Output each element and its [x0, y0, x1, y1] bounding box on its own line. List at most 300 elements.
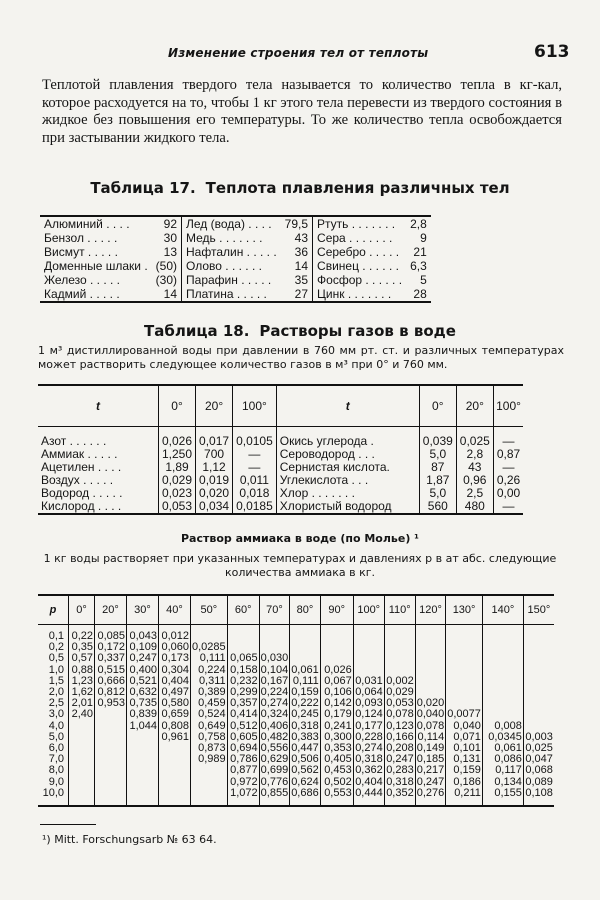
pressure-value: 5,0 [38, 732, 69, 743]
gas-name: Окись углерода . [276, 427, 419, 449]
ammonia-value: 0,515 [95, 665, 127, 676]
ammonia-value: 2,40 [69, 709, 95, 720]
solubility-0: 87 [419, 461, 456, 474]
ammonia-value [523, 653, 554, 664]
ammonia-value [69, 765, 95, 776]
solubility-100: — [502, 434, 515, 448]
substance-name: Сера . . . . . . . [317, 231, 393, 245]
intro-paragraph: Теплотой плавления твердого тела называется то количество тепла в кг-кал, которое расходуется на то, чтобы 1 кг этого тела перевести из твердого состояния в жидкое без повышения его температуры. То же количество тепла освобождается при застывании жидкого тела. [42, 77, 562, 146]
ammonia-value: 0,247 [386, 753, 414, 766]
ammonia-row [38, 709, 554, 720]
ammonia-value: 0,093 [355, 697, 383, 710]
heat-value: 92 [152, 216, 182, 231]
ammonia-value: 0,117 [482, 765, 523, 776]
ammonia-value [523, 687, 554, 698]
ammonia-col-header: 0° [69, 595, 95, 625]
ammonia-value [69, 732, 95, 743]
table17-title: Теплота плавления различных тел [205, 179, 510, 197]
solubility-100: — [233, 448, 277, 461]
ammonia-value [227, 625, 259, 643]
ammonia-value: 0,855 [259, 788, 290, 806]
ammonia-value [159, 765, 191, 776]
ammonia-value: 0,029 [386, 686, 414, 699]
ammonia-col-header: 100° [353, 595, 384, 625]
ammonia-value: 0,131 [446, 754, 483, 765]
ammonia-value: 0,502 [320, 777, 353, 788]
solubility-0: 5,0 [419, 487, 456, 500]
ammonia-value: 0,274 [355, 742, 383, 755]
ammonia-value: 0,111 [191, 653, 228, 664]
table18-col-header: 20° [456, 385, 493, 427]
ammonia-value: 1,044 [127, 721, 159, 732]
ammonia-value: 0,155 [482, 788, 523, 806]
ammonia-value: 0,040 [446, 721, 483, 732]
solubility-100: — [502, 460, 515, 474]
ammonia-value: 0,877 [227, 765, 259, 776]
substance-name: Цинк . . . . . . . [317, 287, 392, 301]
ammonia-value: 0,003 [525, 730, 553, 743]
ammonia-value: 0,053 [386, 697, 414, 710]
ammonia-value: 0,447 [291, 742, 319, 755]
ammonia-title: Раствор аммиака в воде (по Молье) ¹ [180, 532, 419, 545]
ammonia-value [482, 698, 523, 709]
ammonia-value: 0,318 [355, 753, 383, 766]
ammonia-value: 0,0077 [447, 708, 481, 721]
ammonia-col-header: 150° [523, 595, 554, 625]
ammonia-value: 0,808 [159, 721, 191, 732]
pressure-value: 0,5 [38, 653, 69, 664]
ammonia-value: 0,812 [95, 687, 127, 698]
ammonia-value: 1,072 [227, 788, 259, 806]
ammonia-value [353, 642, 384, 653]
ammonia-value [69, 788, 95, 806]
table18-caption [0, 322, 600, 340]
ammonia-value [95, 732, 127, 743]
ammonia-value [191, 777, 228, 788]
gas-name: Сернистая кислота. [276, 461, 419, 474]
ammonia-value: 0,556 [260, 742, 289, 755]
ammonia-value [290, 653, 321, 664]
ammonia-value [482, 676, 523, 687]
ammonia-value: 0,247 [416, 775, 445, 788]
ammonia-col-header: 30° [127, 595, 159, 625]
ammonia-value: 0,274 [260, 697, 289, 710]
solubility-20: 480 [456, 500, 493, 514]
pressure-value: 1,0 [38, 665, 69, 676]
substance-name: Доменные шлаки . [44, 259, 148, 273]
ammonia-table [38, 594, 554, 807]
ammonia-value: 0,085 [95, 625, 127, 643]
heat-value: (50) [152, 259, 182, 273]
ammonia-value: 0,972 [227, 777, 259, 788]
ammonia-value [95, 743, 127, 754]
ammonia-row [38, 625, 554, 643]
solubility-0: 5,0 [419, 448, 456, 461]
ammonia-value: 0,276 [415, 788, 446, 806]
ammonia-col-header: 90° [320, 595, 353, 625]
gas-name: Хлористый водород [276, 500, 419, 514]
ammonia-value: 0,414 [227, 709, 259, 720]
ammonia-value [415, 653, 446, 664]
gas-name: Хлор . . . . . . . [276, 487, 419, 500]
solubility-0: 1,87 [419, 474, 456, 487]
ammonia-value: 0,012 [159, 625, 191, 643]
ammonia-value [191, 788, 228, 806]
ammonia-value: 0,134 [482, 777, 523, 788]
solubility-0: 1,89 [159, 461, 196, 474]
gas-name: Углекислота . . . [276, 474, 419, 487]
ammonia-value [127, 754, 159, 765]
ammonia-col-header: 70° [259, 595, 290, 625]
ammonia-value: 0,453 [320, 765, 353, 776]
ammonia-value: 0,362 [355, 764, 383, 777]
ammonia-value: 0,406 [260, 719, 289, 732]
ammonia-value: 0,649 [191, 721, 228, 732]
gas-name: Аммиак . . . . . [38, 448, 159, 461]
ammonia-row [38, 788, 554, 806]
ammonia-value: 0,686 [290, 788, 321, 806]
gas-name: Азот . . . . . . [38, 427, 159, 449]
ammonia-value: 0,629 [260, 753, 289, 766]
pressure-value: 6,0 [38, 743, 69, 754]
table18-subtitle: 1 м³ дистиллированной воды при давлении в 760 мм рт. ст. и различных температурах может растворить следующее количество газов в м³ при 0° и 760 мм. [38, 344, 564, 371]
ammonia-value [290, 625, 321, 643]
ammonia-value: 0,002 [386, 674, 414, 687]
ammonia-value: 0,224 [191, 665, 228, 676]
solubility-0: 0,023 [159, 487, 196, 500]
substance-name: Алюминий . . . . [44, 217, 130, 231]
ammonia-value [446, 687, 483, 698]
substance-name: Кадмий . . . . . [44, 287, 120, 301]
solubility-20: 700 [196, 448, 233, 461]
ammonia-value: 0,400 [127, 665, 159, 676]
solubility-100: 0,00 [496, 486, 521, 500]
table18-col-header: 0° [419, 385, 456, 427]
ammonia-value: 0,758 [191, 732, 228, 743]
ammonia-value: 0,699 [260, 764, 289, 777]
ammonia-value: 0,506 [291, 753, 319, 766]
solubility-20: 0,034 [196, 500, 233, 514]
solubility-20: 2,8 [456, 448, 493, 461]
ammonia-value: 0,186 [446, 777, 483, 788]
ammonia-value: 0,383 [291, 730, 319, 743]
ammonia-value [415, 642, 446, 653]
heat-value: 30 [152, 231, 182, 245]
table17-row [40, 259, 431, 273]
ammonia-value: 1,62 [69, 687, 95, 698]
ammonia-value [95, 765, 127, 776]
ammonia-value: 0,318 [291, 719, 319, 732]
ammonia-value: 0,114 [415, 732, 446, 743]
pressure-value: 2,5 [38, 698, 69, 709]
ammonia-row [38, 765, 554, 776]
footnote: ¹) Mitt. Forschungsarb № 63 64. [42, 833, 217, 846]
heat-value: 14 [281, 259, 313, 273]
table17-row [40, 273, 431, 287]
ammonia-col-header: 80° [290, 595, 321, 625]
ammonia-col-header: 50° [191, 595, 228, 625]
ammonia-value: 0,111 [290, 676, 321, 687]
ammonia-value [482, 687, 523, 698]
substance-name: Медь . . . . . . . [186, 231, 263, 245]
ammonia-value [159, 788, 191, 806]
ammonia-value: 0,232 [227, 676, 259, 687]
heat-value: 79,5 [281, 216, 313, 231]
ammonia-value: 0,247 [127, 653, 159, 664]
ammonia-col-header: 130° [446, 595, 483, 625]
ammonia-value: 0,88 [69, 665, 95, 676]
ammonia-value: 0,357 [227, 698, 259, 709]
ammonia-value: 0,159 [291, 686, 319, 699]
solubility-0: 0,026 [159, 427, 196, 449]
ammonia-value [415, 676, 446, 687]
heat-value: 5 [420, 273, 427, 287]
ammonia-value [446, 665, 483, 676]
ammonia-value: 0,873 [191, 743, 228, 754]
ammonia-value: 0,149 [416, 742, 445, 755]
solubility-20: 0,96 [456, 474, 493, 487]
solubility-20: 2,5 [456, 487, 493, 500]
ammonia-value: 0,245 [291, 708, 319, 721]
table18-col-header: 100° [233, 385, 277, 427]
ammonia-value: 0,068 [525, 764, 553, 777]
ammonia-value [482, 665, 523, 676]
ammonia-value: 0,078 [386, 708, 414, 721]
pressure-value: 3,0 [38, 709, 69, 720]
ammonia-value: 0,043 [127, 625, 159, 643]
ammonia-value: 0,304 [159, 665, 191, 676]
ammonia-value: 0,22 [69, 625, 95, 643]
ammonia-value [523, 642, 554, 653]
ammonia-value: 0,353 [320, 743, 353, 754]
ammonia-value: 0,047 [525, 753, 553, 766]
ammonia-value: 0,241 [320, 721, 353, 732]
ammonia-value: 0,008 [482, 721, 523, 732]
ammonia-value [482, 709, 523, 720]
ammonia-value: 0,961 [159, 732, 191, 743]
ammonia-value [159, 777, 191, 788]
ammonia-col-header: 40° [159, 595, 191, 625]
table18-col-header: t [276, 385, 419, 427]
ammonia-value [127, 732, 159, 743]
ammonia-value: 0,482 [260, 730, 289, 743]
ammonia-value: 0,512 [227, 721, 259, 732]
heat-value: 27 [281, 287, 313, 302]
gas-name: Сероводород . . . [276, 448, 419, 461]
ammonia-value [384, 625, 415, 643]
ammonia-value: 0,953 [95, 698, 127, 709]
ammonia-value: 0,061 [482, 743, 523, 754]
ammonia-value [415, 665, 446, 676]
ammonia-value: 0,337 [95, 653, 127, 664]
ammonia-value: 0,065 [227, 653, 259, 664]
ammonia-value [446, 642, 483, 653]
pressure-value: 9,0 [38, 777, 69, 788]
heat-value: (30) [152, 273, 182, 287]
ammonia-value [127, 788, 159, 806]
ammonia-value: 0,989 [191, 754, 228, 765]
ammonia-value: 0,086 [482, 754, 523, 765]
substance-name: Серебро . . . . . [317, 245, 400, 259]
ammonia-value: 0,839 [127, 709, 159, 720]
ammonia-value [523, 698, 554, 709]
ammonia-value: 0,0285 [192, 641, 226, 654]
table17-row [40, 287, 431, 302]
ammonia-value: 0,030 [260, 652, 289, 665]
ammonia-value: 0,020 [416, 697, 445, 710]
ammonia-value [523, 676, 554, 687]
ammonia-value: 0,283 [386, 764, 414, 777]
ammonia-value: 0,632 [127, 687, 159, 698]
table17-row [40, 231, 431, 245]
table18-number: Таблица 18. [144, 322, 250, 340]
ammonia-value: 0,311 [191, 676, 228, 687]
ammonia-value [159, 754, 191, 765]
ammonia-value [127, 777, 159, 788]
table17-number: Таблица 17. [90, 179, 196, 197]
ammonia-value: 0,521 [127, 676, 159, 687]
pressure-value: 7,0 [38, 754, 69, 765]
ammonia-value [69, 743, 95, 754]
ammonia-value: 0,208 [386, 742, 414, 755]
ammonia-value: 0,735 [127, 698, 159, 709]
ammonia-value: 0,061 [291, 663, 319, 676]
ammonia-value [69, 777, 95, 788]
table18-row [38, 427, 523, 449]
heat-value: 43 [281, 231, 313, 245]
ammonia-value [320, 642, 353, 653]
ammonia-value [523, 709, 554, 720]
solubility-0: 0,039 [419, 427, 456, 449]
ammonia-value: 0,179 [320, 709, 353, 720]
ammonia-value: 0,776 [260, 775, 289, 788]
ammonia-value: 0,123 [386, 719, 414, 732]
ammonia-value: 0,228 [355, 730, 383, 743]
solubility-100: 0,011 [233, 474, 277, 487]
ammonia-value [191, 765, 228, 776]
ammonia-value: 0,040 [416, 708, 445, 721]
solubility-20: 0,017 [196, 427, 233, 449]
ammonia-value [446, 653, 483, 664]
ammonia-value: 0,459 [191, 698, 228, 709]
ammonia-value: 0,089 [525, 775, 553, 788]
ammonia-value [320, 625, 353, 643]
gas-name: Кислород . . . . [38, 500, 159, 514]
solubility-100: 0,018 [233, 487, 277, 500]
table18-col-header: 100° [493, 385, 523, 427]
heat-value: 35 [281, 273, 313, 287]
table18-col-header: 20° [196, 385, 233, 427]
ammonia-value [446, 625, 483, 643]
table17-caption [0, 179, 600, 197]
heat-value: 2,8 [410, 217, 427, 231]
solubility-20: 0,019 [196, 474, 233, 487]
heat-value: 28 [413, 287, 427, 301]
ammonia-value: 0,444 [353, 788, 384, 806]
ammonia-value: 0,064 [355, 686, 383, 699]
table17-row [40, 216, 431, 231]
gas-name: Водород . . . . . [38, 487, 159, 500]
running-header [0, 42, 600, 66]
ammonia-value: 2,01 [69, 698, 95, 709]
ammonia-value: 0,405 [320, 754, 353, 765]
solubility-0: 560 [419, 500, 456, 514]
solubility-100: — [233, 461, 277, 474]
ammonia-value: 0,177 [355, 719, 383, 732]
table18 [38, 384, 523, 515]
substance-name: Ртуть . . . . . . . [317, 217, 396, 231]
heat-value: 6,3 [410, 259, 427, 273]
pressure-value: 2,0 [38, 687, 69, 698]
ammonia-value: 0,078 [416, 719, 445, 732]
ammonia-value: 0,605 [227, 732, 259, 743]
ammonia-value: 0,217 [416, 764, 445, 777]
ammonia-col-header: 110° [384, 595, 415, 625]
ammonia-value [127, 765, 159, 776]
ammonia-value [69, 754, 95, 765]
ammonia-value [95, 777, 127, 788]
heat-value: 13 [152, 245, 182, 259]
substance-name: Нафталин . . . . . [186, 245, 277, 259]
solubility-100: 0,87 [496, 447, 521, 461]
ammonia-value: 0,222 [291, 697, 319, 710]
ammonia-value [482, 625, 523, 643]
ammonia-value: 0,067 [320, 676, 353, 687]
pressure-value: 8,0 [38, 765, 69, 776]
ammonia-value: 0,524 [191, 709, 228, 720]
ammonia-value [69, 721, 95, 732]
ammonia-value [353, 653, 384, 664]
ammonia-value: 0,497 [159, 687, 191, 698]
ammonia-value: 0,300 [320, 732, 353, 743]
ammonia-value [290, 642, 321, 653]
ammonia-value: 0,026 [320, 665, 353, 676]
ammonia-value [95, 754, 127, 765]
ammonia-value: 0,159 [446, 765, 483, 776]
table18-row [38, 500, 523, 514]
ammonia-value: 0,224 [260, 686, 289, 699]
ammonia-value [127, 743, 159, 754]
solubility-20: 0,025 [456, 427, 493, 449]
solubility-0: 1,250 [159, 448, 196, 461]
ammonia-value: 0,166 [386, 730, 414, 743]
ammonia-value: 0,0345 [482, 732, 523, 743]
substance-name: Висмут . . . . . [44, 245, 118, 259]
heat-value: 9 [420, 231, 427, 245]
gas-name: Воздух . . . . . [38, 474, 159, 487]
pressure-value: 0,1 [38, 625, 69, 643]
ammonia-subtitle: 1 кг воды растворяет при указанных температурах и давлениях p в ат абс. следующие количества аммиака в кг. [43, 552, 557, 579]
ammonia-value: 0,142 [320, 698, 353, 709]
ammonia-value: 0,025 [525, 742, 553, 755]
solubility-0: 0,029 [159, 474, 196, 487]
pressure-value: 1,5 [38, 676, 69, 687]
ammonia-value [384, 653, 415, 664]
ammonia-col-header: p [38, 595, 69, 625]
table17-row [40, 245, 431, 259]
solubility-20: 1,12 [196, 461, 233, 474]
solubility-100: 0,26 [496, 473, 521, 487]
ammonia-value: 0,060 [159, 642, 191, 653]
running-title: Изменение строения тел от теплоты [168, 46, 429, 60]
substance-name: Бензол . . . . . [44, 231, 118, 245]
solubility-100: — [502, 499, 515, 513]
ammonia-value: 0,694 [227, 743, 259, 754]
table18-col-header: 0° [159, 385, 196, 427]
ammonia-value [320, 653, 353, 664]
ammonia-col-header: 60° [227, 595, 259, 625]
ammonia-value: 1,23 [69, 676, 95, 687]
